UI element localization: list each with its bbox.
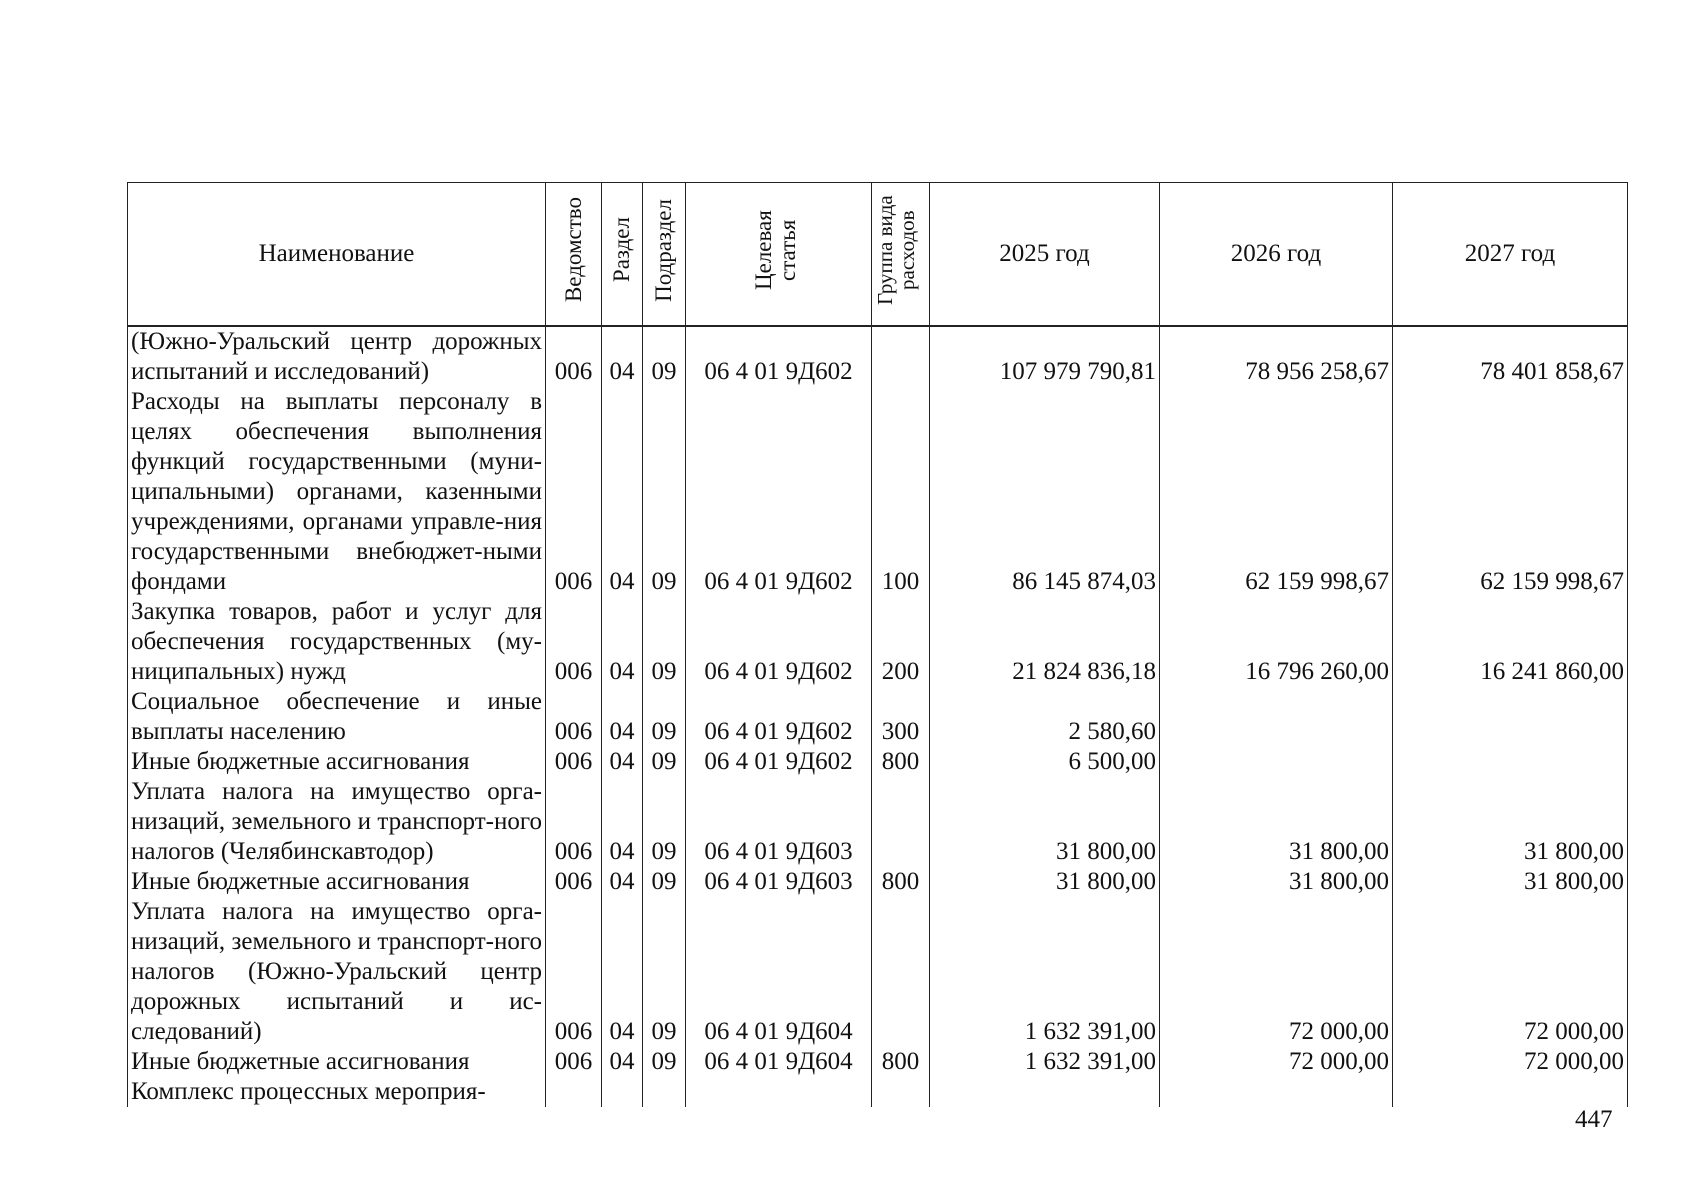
row-2027: 78 401 858,67 xyxy=(1393,326,1628,387)
table-row xyxy=(128,1047,1628,1077)
header-target-item-label: Целевая статья xyxy=(750,210,800,290)
row-subsection: 09 xyxy=(643,747,686,777)
row-target: 06 4 01 9Д602 xyxy=(686,597,872,687)
row-subsection xyxy=(643,1077,686,1107)
row-subsection: 09 xyxy=(643,897,686,1047)
row-name: Расходы на выплаты персоналу в целях обеспечения выполнения функций государственными (муни-ципальными) органами, казенными учреждениями, органами управле-ния государственными внебюджет-ными фондами xyxy=(128,387,546,597)
row-2026: 31 800,00 xyxy=(1160,867,1393,897)
row-name: Уплата налога на имущество орга-низаций, земельного и транспорт-ного налогов (Челябинскавтодор) xyxy=(128,777,546,867)
row-name: Закупка товаров, работ и услуг для обеспечения государственных (му-ниципальных) нужд xyxy=(128,597,546,687)
header-section xyxy=(602,183,643,327)
header-target-item xyxy=(686,183,872,327)
row-2026 xyxy=(1160,747,1393,777)
row-2027: 16 241 860,00 xyxy=(1393,597,1628,687)
row-department: 006 xyxy=(546,597,602,687)
row-2025: 31 800,00 xyxy=(930,777,1160,867)
row-section: 04 xyxy=(602,326,643,387)
table-body xyxy=(128,326,1628,1107)
row-target: 06 4 01 9Д604 xyxy=(686,1047,872,1077)
row-2027: 62 159 998,67 xyxy=(1393,387,1628,597)
row-section: 04 xyxy=(602,777,643,867)
header-department-label: Ведомство xyxy=(560,197,586,303)
row-subsection: 09 xyxy=(643,687,686,747)
row-section: 04 xyxy=(602,1047,643,1077)
row-subsection: 09 xyxy=(643,597,686,687)
row-department: 006 xyxy=(546,897,602,1047)
row-2026: 78 956 258,67 xyxy=(1160,326,1393,387)
row-group: 800 xyxy=(872,747,930,777)
row-name: Иные бюджетные ассигнования xyxy=(128,1047,546,1077)
row-2025: 107 979 790,81 xyxy=(930,326,1160,387)
row-group: 800 xyxy=(872,1047,930,1077)
row-2025: 86 145 874,03 xyxy=(930,387,1160,597)
header-expense-group xyxy=(872,183,930,327)
row-department: 006 xyxy=(546,747,602,777)
table-row xyxy=(128,597,1628,687)
page-number: 447 xyxy=(1575,1106,1613,1133)
row-section: 04 xyxy=(602,387,643,597)
row-2026: 72 000,00 xyxy=(1160,897,1393,1047)
header-subsection-label: Подраздел xyxy=(651,198,676,302)
row-subsection: 09 xyxy=(643,326,686,387)
row-2025: 31 800,00 xyxy=(930,867,1160,897)
table-row xyxy=(128,747,1628,777)
row-subsection: 09 xyxy=(643,387,686,597)
row-name: Комплекс процессных мероприя- xyxy=(128,1077,546,1107)
row-2026 xyxy=(1160,1077,1393,1107)
row-target: 06 4 01 9Д604 xyxy=(686,897,872,1047)
row-name: Уплата налога на имущество орга-низаций, земельного и транспорт-ного налогов (Южно-Уральский центр дорожных испытаний и ис-следований) xyxy=(128,897,546,1047)
table-row xyxy=(128,867,1628,897)
row-group: 800 xyxy=(872,867,930,897)
row-name: Иные бюджетные ассигнования xyxy=(128,747,546,777)
row-target: 06 4 01 9Д602 xyxy=(686,747,872,777)
row-department: 006 xyxy=(546,1047,602,1077)
row-2025: 21 824 836,18 xyxy=(930,597,1160,687)
table-row xyxy=(128,897,1628,1047)
table-row xyxy=(128,387,1628,597)
row-group xyxy=(872,777,930,867)
row-subsection: 09 xyxy=(643,777,686,867)
row-group: 100 xyxy=(872,387,930,597)
row-2027: 72 000,00 xyxy=(1393,1047,1628,1077)
row-group xyxy=(872,897,930,1047)
row-department: 006 xyxy=(546,777,602,867)
row-section: 04 xyxy=(602,687,643,747)
row-subsection: 09 xyxy=(643,1047,686,1077)
row-target: 06 4 01 9Д602 xyxy=(686,387,872,597)
row-2026: 16 796 260,00 xyxy=(1160,597,1393,687)
row-subsection: 09 xyxy=(643,867,686,897)
row-2025: 1 632 391,00 xyxy=(930,897,1160,1047)
row-department: 006 xyxy=(546,867,602,897)
header-year-2027: 2027 год xyxy=(1393,183,1628,327)
row-target: 06 4 01 9Д602 xyxy=(686,326,872,387)
row-section: 04 xyxy=(602,867,643,897)
row-2027: 72 000,00 xyxy=(1393,897,1628,1047)
row-name: Иные бюджетные ассигнования xyxy=(128,867,546,897)
row-group xyxy=(872,326,930,387)
header-department xyxy=(546,183,602,327)
row-target: 06 4 01 9Д603 xyxy=(686,867,872,897)
table-row xyxy=(128,777,1628,867)
row-department xyxy=(546,1077,602,1107)
row-group: 200 xyxy=(872,597,930,687)
row-section: 04 xyxy=(602,747,643,777)
row-target: 06 4 01 9Д603 xyxy=(686,777,872,867)
row-name: Социальное обеспечение и иные выплаты населению xyxy=(128,687,546,747)
row-2027 xyxy=(1393,687,1628,747)
row-2025: 6 500,00 xyxy=(930,747,1160,777)
row-2026: 31 800,00 xyxy=(1160,777,1393,867)
table-row xyxy=(128,687,1628,747)
row-department: 006 xyxy=(546,326,602,387)
row-2027: 31 800,00 xyxy=(1393,777,1628,867)
header-section-label: Раздел xyxy=(609,217,634,283)
row-2025: 1 632 391,00 xyxy=(930,1047,1160,1077)
row-section: 04 xyxy=(602,897,643,1047)
table-row xyxy=(128,326,1628,387)
header-name: Наименование xyxy=(128,183,546,327)
row-group: 300 xyxy=(872,687,930,747)
table-row xyxy=(128,1077,1628,1107)
row-2025: 2 580,60 xyxy=(930,687,1160,747)
row-name: (Южно-Уральский центр дорожных испытаний и исследований) xyxy=(128,326,546,387)
table-header xyxy=(128,183,1628,327)
row-2025 xyxy=(930,1077,1160,1107)
row-2027 xyxy=(1393,747,1628,777)
header-subsection xyxy=(643,183,686,327)
header-year-2025: 2025 год xyxy=(930,183,1160,327)
row-group xyxy=(872,1077,930,1107)
row-section xyxy=(602,1077,643,1107)
budget-table xyxy=(127,182,1628,1107)
row-department: 006 xyxy=(546,387,602,597)
row-2027 xyxy=(1393,1077,1628,1107)
row-department: 006 xyxy=(546,687,602,747)
row-target xyxy=(686,1077,872,1107)
header-expense-group-label: Группа вида расходов xyxy=(872,195,919,305)
row-2027: 31 800,00 xyxy=(1393,867,1628,897)
row-2026 xyxy=(1160,687,1393,747)
header-year-2026: 2026 год xyxy=(1160,183,1393,327)
row-section: 04 xyxy=(602,597,643,687)
row-2026: 72 000,00 xyxy=(1160,1047,1393,1077)
row-target: 06 4 01 9Д602 xyxy=(686,687,872,747)
row-2026: 62 159 998,67 xyxy=(1160,387,1393,597)
